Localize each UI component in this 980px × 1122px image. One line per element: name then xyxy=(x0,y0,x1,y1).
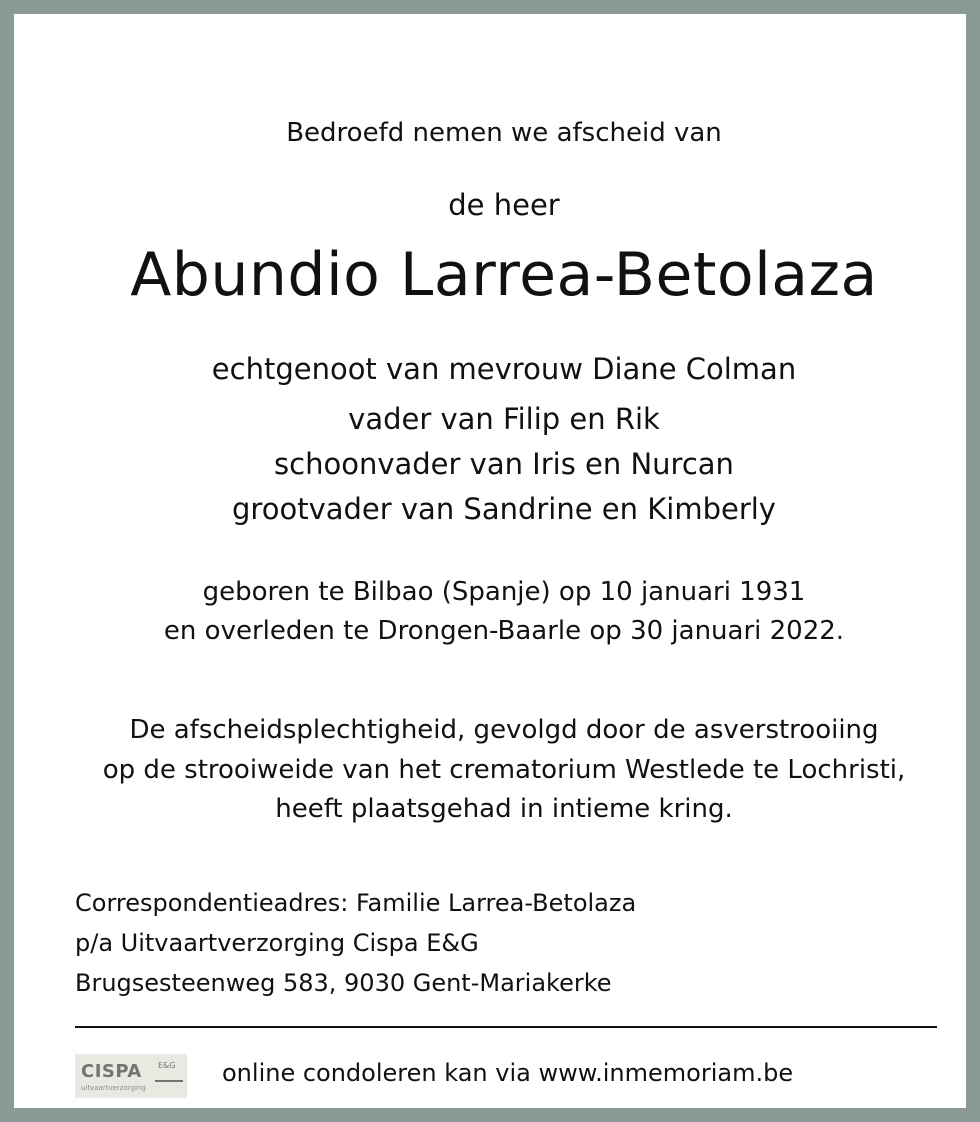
relation-line: vader van Filip en Rik xyxy=(348,402,660,436)
intro-text: Bedroefd nemen we afscheid van xyxy=(286,118,722,148)
birth-line: geboren te Bilbao (Spanje) op 10 januari 1931 xyxy=(202,577,806,607)
address-line: p/a Uitvaartverzorging Cispa E&G xyxy=(75,929,479,957)
deceased-name: Abundio Larrea-Betolaza xyxy=(130,240,878,310)
logo-subtitle: uitvaartverzorging xyxy=(81,1084,146,1092)
notice-content xyxy=(28,28,980,1122)
logo-suffix: E&G xyxy=(158,1061,176,1070)
ceremony-line: De afscheidsplechtigheid, gevolgd door de asverstrooiing xyxy=(129,715,879,745)
relation-line: echtgenoot van mevrouw Diane Colman xyxy=(211,352,797,386)
address-line: Correspondentieadres: Familie Larrea-Betolaza xyxy=(75,889,637,917)
honorific: de heer xyxy=(448,188,560,222)
ceremony-line: op de strooiweide van het crematorium Westlede te Lochristi, xyxy=(102,755,906,785)
relation-line: schoonvader van Iris en Nurcan xyxy=(274,447,734,481)
logo-wordmark: CISPA xyxy=(81,1061,142,1082)
logo-bar xyxy=(155,1080,183,1082)
ceremony-line: heeft plaatsgehad in intieme kring. xyxy=(275,794,733,824)
death-line: en overleden te Drongen-Baarle op 30 januari 2022. xyxy=(163,616,845,646)
online-condolence-link[interactable]: online condoleren kan via www.inmemoriam.be xyxy=(222,1059,794,1087)
address-line: Brugsesteenweg 583, 9030 Gent-Mariakerke xyxy=(75,969,612,997)
relation-line: grootvader van Sandrine en Kimberly xyxy=(232,492,776,526)
divider xyxy=(75,1026,937,1028)
cispa-logo xyxy=(75,1054,187,1098)
